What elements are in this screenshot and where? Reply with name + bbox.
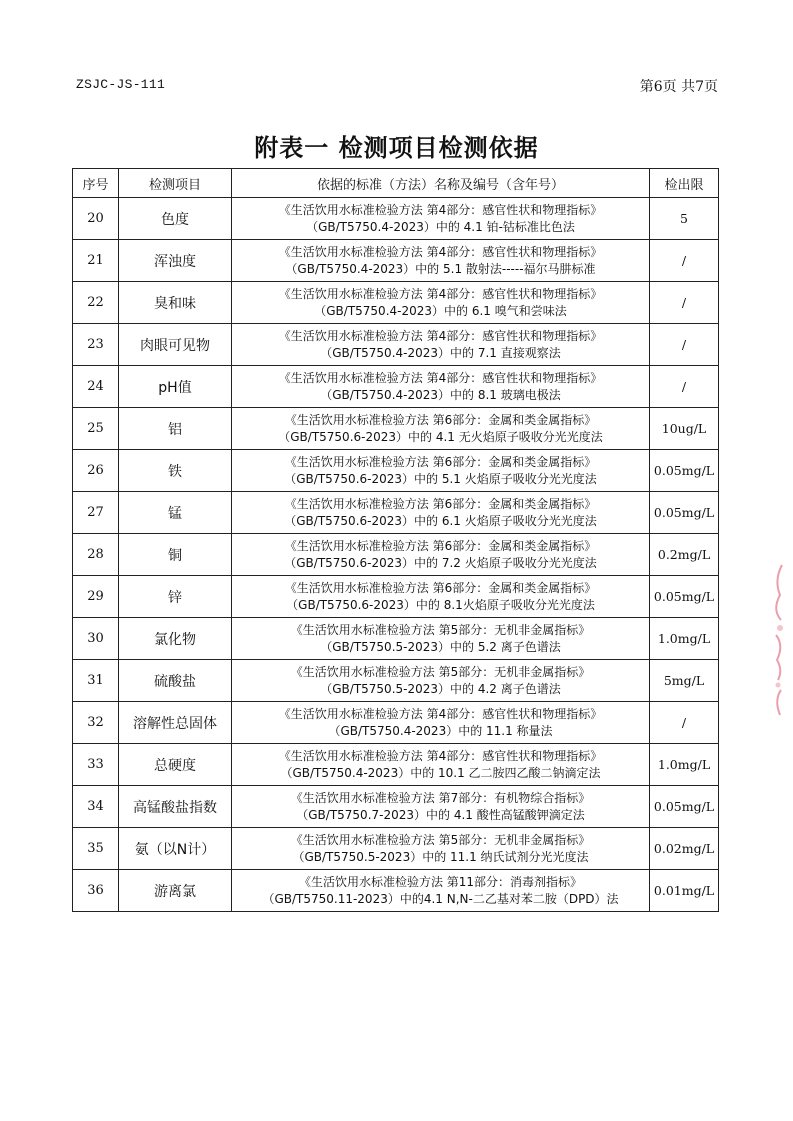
standard-name: 《生活饮用水标准检验方法 第5部分：无机非金属指标》 (290, 832, 591, 847)
standard-name: 《生活饮用水标准检验方法 第4部分：感官性状和物理指标》 (278, 286, 603, 301)
detection-item: 锰 (119, 492, 232, 534)
row-number: 32 (73, 702, 119, 744)
table-row (73, 408, 719, 450)
table-row (73, 660, 719, 702)
detection-item: 锌 (119, 576, 232, 618)
table-row (73, 534, 719, 576)
detection-item: 铁 (119, 450, 232, 492)
table-row (73, 618, 719, 660)
standard-method (232, 324, 650, 366)
row-number: 22 (73, 282, 119, 324)
row-number: 34 (73, 786, 119, 828)
detection-limit: 5 (650, 198, 719, 240)
standard-method (232, 786, 650, 828)
standard-method (232, 366, 650, 408)
standard-method (232, 240, 650, 282)
page-number: 第6页 共7页 (639, 79, 718, 95)
table-row (73, 870, 719, 912)
row-number: 28 (73, 534, 119, 576)
standard-code-method: （GB/T5750.4-2023）中的 11.1 称量法 (328, 723, 553, 738)
standard-name: 《生活饮用水标准检验方法 第6部分：金属和类金属指标》 (284, 496, 597, 511)
detection-limit: 0.05mg/L (650, 576, 719, 618)
standard-method (232, 870, 650, 912)
detection-limit: / (650, 240, 719, 282)
standard-code-method: （GB/T5750.4-2023）中的 5.1 散射法-----福尔马肼标准 (285, 261, 596, 276)
standard-code-method: （GB/T5750.4-2023）中的 10.1 乙二胺四乙酸二钠滴定法 (280, 765, 601, 780)
standard-code-method: （GB/T5750.6-2023）中的 4.1 无火焰原子吸收分光光度法 (278, 429, 603, 444)
standard-code-method: （GB/T5750.5-2023）中的 11.1 纳氏试剂分光光度法 (292, 849, 589, 864)
detection-item: 铝 (119, 408, 232, 450)
detection-item: 铜 (119, 534, 232, 576)
detection-limit: 0.01mg/L (650, 870, 719, 912)
detection-limit: 1.0mg/L (650, 618, 719, 660)
detection-limit: 0.2mg/L (650, 534, 719, 576)
standard-code-method: （GB/T5750.7-2023）中的 4.1 酸性高锰酸钾滴定法 (296, 807, 585, 822)
table-row (73, 450, 719, 492)
standard-method (232, 534, 650, 576)
standard-name: 《生活饮用水标准检验方法 第11部分：消毒剂指标》 (298, 874, 583, 889)
standard-name: 《生活饮用水标准检验方法 第4部分：感官性状和物理指标》 (278, 202, 603, 217)
document-code: ZSJC-JS-111 (76, 77, 166, 92)
standard-method (232, 660, 650, 702)
standard-method (232, 744, 650, 786)
standard-name: 《生活饮用水标准检验方法 第4部分：感官性状和物理指标》 (278, 748, 603, 763)
standard-name: 《生活饮用水标准检验方法 第4部分：感官性状和物理指标》 (278, 328, 603, 343)
detection-limit: 0.05mg/L (650, 492, 719, 534)
row-number: 26 (73, 450, 119, 492)
table-row (73, 702, 719, 744)
table-row (73, 366, 719, 408)
table-row (73, 282, 719, 324)
column-header-limit: 检出限 (650, 169, 719, 198)
detection-limit: 0.05mg/L (650, 786, 719, 828)
red-seal-stamp (768, 560, 790, 720)
row-number: 24 (73, 366, 119, 408)
row-number: 27 (73, 492, 119, 534)
detection-item: 浑浊度 (119, 240, 232, 282)
detection-limit: 0.05mg/L (650, 450, 719, 492)
table-row (73, 828, 719, 870)
detection-item: 臭和味 (119, 282, 232, 324)
detection-limit: 10ug/L (650, 408, 719, 450)
standard-code-method: （GB/T5750.4-2023）中的 4.1 铂-钴标准比色法 (306, 219, 575, 234)
detection-limit: 0.02mg/L (650, 828, 719, 870)
row-number: 36 (73, 870, 119, 912)
detection-item: 溶解性总固体 (119, 702, 232, 744)
row-number: 25 (73, 408, 119, 450)
standard-code-method: （GB/T5750.4-2023）中的 7.1 直接观察法 (320, 345, 561, 360)
standard-name: 《生活饮用水标准检验方法 第4部分：感官性状和物理指标》 (278, 244, 603, 259)
standard-code-method: （GB/T5750.5-2023）中的 4.2 离子色谱法 (320, 681, 561, 696)
standard-name: 《生活饮用水标准检验方法 第5部分：无机非金属指标》 (290, 664, 591, 679)
standard-name: 《生活饮用水标准检验方法 第5部分：无机非金属指标》 (290, 622, 591, 637)
standard-method (232, 282, 650, 324)
detection-limit: / (650, 366, 719, 408)
detection-limit: 5mg/L (650, 660, 719, 702)
standard-code-method: （GB/T5750.11-2023）中的4.1 N,N-二乙基对苯二胺（DPD）法 (262, 891, 619, 906)
standard-name: 《生活饮用水标准检验方法 第7部分：有机物综合指标》 (290, 790, 591, 805)
row-number: 21 (73, 240, 119, 282)
standard-code-method: （GB/T5750.6-2023）中的 6.1 火焰原子吸收分光光度法 (284, 513, 597, 528)
standard-name: 《生活饮用水标准检验方法 第4部分：感官性状和物理指标》 (278, 370, 603, 385)
standard-name: 《生活饮用水标准检验方法 第6部分：金属和类金属指标》 (284, 580, 597, 595)
detection-item: 氨（以N计） (119, 828, 232, 870)
standard-code-method: （GB/T5750.4-2023）中的 8.1 玻璃电极法 (320, 387, 561, 402)
standard-code-method: （GB/T5750.6-2023）中的 8.1火焰原子吸收分光光度法 (286, 597, 595, 612)
row-number: 30 (73, 618, 119, 660)
table-row (73, 492, 719, 534)
row-number: 31 (73, 660, 119, 702)
standard-method (232, 198, 650, 240)
detection-limit: / (650, 324, 719, 366)
table-row (73, 786, 719, 828)
detection-limit: / (650, 702, 719, 744)
detection-item: 氯化物 (119, 618, 232, 660)
standard-name: 《生活饮用水标准检验方法 第6部分：金属和类金属指标》 (284, 538, 597, 553)
table-row (73, 198, 719, 240)
row-number: 35 (73, 828, 119, 870)
page-title: 附表一 检测项目检测依据 (254, 134, 539, 162)
standard-code-method: （GB/T5750.6-2023）中的 7.2 火焰原子吸收分光光度法 (284, 555, 597, 570)
detection-item: 色度 (119, 198, 232, 240)
row-number: 33 (73, 744, 119, 786)
standard-method (232, 492, 650, 534)
detection-item: pH值 (119, 366, 232, 408)
detection-item: 总硬度 (119, 744, 232, 786)
standard-method (232, 702, 650, 744)
standard-name: 《生活饮用水标准检验方法 第4部分：感官性状和物理指标》 (278, 706, 603, 721)
detection-item: 硫酸盐 (119, 660, 232, 702)
column-header-standard: 依据的标准（方法）名称及编号（含年号） (232, 169, 650, 198)
row-number: 20 (73, 198, 119, 240)
standard-name: 《生活饮用水标准检验方法 第6部分：金属和类金属指标》 (284, 412, 597, 427)
row-number: 29 (73, 576, 119, 618)
standard-code-method: （GB/T5750.4-2023）中的 6.1 嗅气和尝味法 (314, 303, 567, 318)
standard-code-method: （GB/T5750.6-2023）中的 5.1 火焰原子吸收分光光度法 (284, 471, 597, 486)
detection-basis-table (72, 168, 719, 912)
detection-item: 高锰酸盐指数 (119, 786, 232, 828)
standard-method (232, 828, 650, 870)
standard-name: 《生活饮用水标准检验方法 第6部分：金属和类金属指标》 (284, 454, 597, 469)
detection-item: 肉眼可见物 (119, 324, 232, 366)
column-header-item: 检测项目 (119, 169, 232, 198)
table-row (73, 744, 719, 786)
standard-code-method: （GB/T5750.5-2023）中的 5.2 离子色谱法 (320, 639, 561, 654)
detection-limit: / (650, 282, 719, 324)
detection-limit: 1.0mg/L (650, 744, 719, 786)
column-header-no: 序号 (73, 169, 119, 198)
table-row (73, 576, 719, 618)
row-number: 23 (73, 324, 119, 366)
table-header-row (73, 169, 719, 198)
standard-method (232, 618, 650, 660)
detection-item: 游离氯 (119, 870, 232, 912)
table-row (73, 324, 719, 366)
standard-method (232, 408, 650, 450)
table-row (73, 240, 719, 282)
standard-method (232, 576, 650, 618)
standard-method (232, 450, 650, 492)
